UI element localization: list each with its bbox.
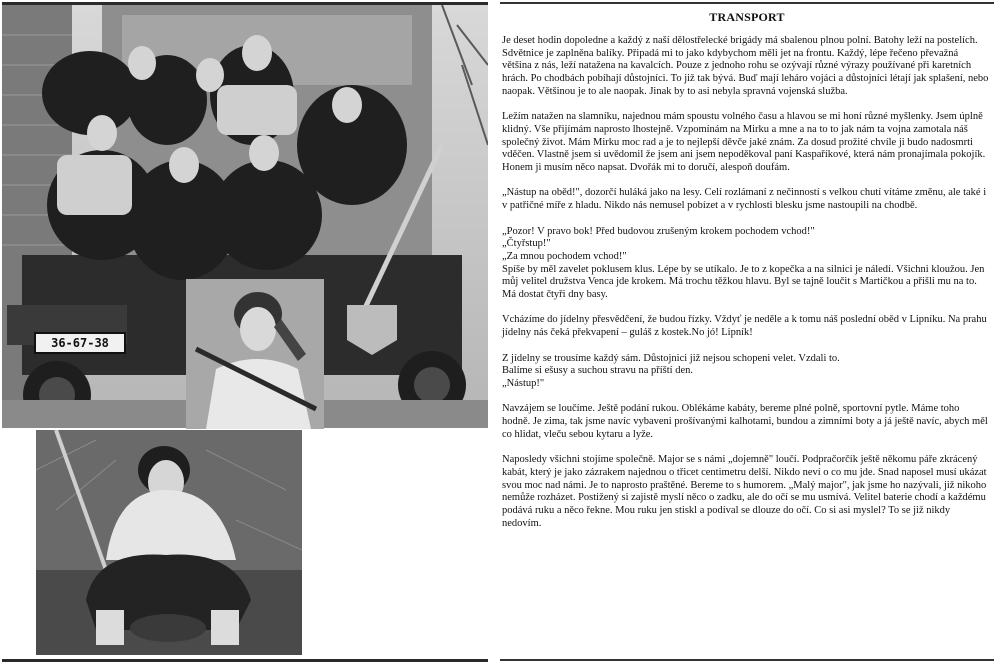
paragraph-1: Je deset hodin dopoledne a každý z naší dělostřelecké brigády má sbalenou plnou polní. Batohy leží na postelích. Sdvětnice je zaplněna balíky. Připadá mi to jako kdybychom měli jet na frontu. Každý, lépe řečeno převažná většina z nás, leží natažena na kavalcích. Pouze z jednoho rohu se ozývají různé výrazy používané při karetních hrách. Po chodbách pobíhají důstojníci. To již tak bývá. Buď mají leháro vojáci a důstojníci létají jak splašení, nebo naopak. Většinou je to ale naopak. Jinak by to asi nebyla spravná vojenská služba. [502, 35, 989, 97]
paragraph-8: Naposledy všichni stojíme společně. Major se s námi „dojemně" loučí. Podpračorčík ještě někomu páře zkrácený kabát, který je jako zázrakem najednou o třicet centimetru delší. Nikdo neví o co mu jde. Snad naposel musí ukázat svou moc nad námi. Je to naprosto praštěné. Bereme to s humorem. „Malý major", jak jsme ho nazývali, již nikoho nemůže rozházet. Postižený si zajistě myslí něco o zadku, ale do očí se mu usmívá. Velitel baterie chodí a každému podává ruku a něco řekne. Mou ruku jen stiskl a podíval se dlouze do očí. Co si asi myslel? To se již nikdy nedovím. [502, 454, 987, 529]
article-top-rule [500, 2, 994, 4]
inset-photo-soldier-with-pickaxe [186, 279, 324, 429]
paragraph-6: Z jídelny se trousíme každý sám. Důstojnici již nejsou schopeni velet. Vzdali to. Balíme si ešusy a suchou stravu na příští den. „Nástup!" [502, 352, 840, 389]
article-title: TRANSPORT [709, 10, 785, 24]
paragraph-4: „Pozor! V pravo bok! Před budovou zrušeným krokem pochodem vchod!" „Čtyřstup!" „Za mnou pochodem vchod!" Spíše by měl zavelet poklusem klus. Lépe by se utíkalo. Je to z kopečka a na silnici je náledí. Všichni kloužou. Jen můj velitel družstva Venca jde krokem. Má trochu těžkou hlavu. Byl se tajně loučit s Martičkou a přišli mu na to. Má dostat čtyři dny basy. [502, 225, 985, 301]
paragraph-5: Vcházíme do jídelny přesvědčení, že budou řízky. Vždyť je neděle a k tomu náš poslední oběd v Lipníku. Na prahu jídelny nás čeká překvapení – guláš z kostek.No jó! Lipník! [502, 314, 987, 339]
license-plate: 36-67-38 [34, 332, 126, 354]
photo-soldier-sitting-on-helmet [36, 430, 302, 655]
article-body [502, 35, 990, 543]
photo-column [0, 0, 488, 666]
paragraph-3: „Nástup na oběd!", dozorčí huláká jako na lesy. Celí rozlámaní z nečinností s velkou chutí vítáme změnu, ale také i v patřičné míře z hladu. Nikdo nás nemusel pobízet a v rychlosti blesku jsme nastoupili na chodbě. [502, 187, 987, 212]
article-bottom-rule [500, 659, 994, 661]
article [500, 0, 994, 666]
paragraph-2: Ležím natažen na slamníku, najednou mám spoustu volného času a hlavou se mi honí různé myšlenky. Jsem úplně klidný. Vše přijímám naprosto lhostejně. Vzpomínám na Mirku a mne a na to to jak nám ta vojna zamotala náš společný život. Mám Mirku moc rad a je to nejlepší děvče jaké znám. Za dosud prožité chvíle ji budo nadosmrti vděčen. Vlastně jsem si uvědomil že jsem ani jsem nepoděkoval paní Kaspaříkové, která nám pronajímala pokojík. Honem ji musím něco napsat. Dvořák mi to doručí, alespoň doufám. [502, 111, 986, 174]
paragraph-7: Navzájem se loučíme. Ještě podání rukou. Oblékáme kabáty, bereme plné polně, sportovní pytle. Máme toho hodně. Je zima, tak jsme navíc vybaveni prošívanými kalhotami, bundou a zimními boty a já ještě navíc, abych měl co hlidat, vleču sebou kytaru a lyže. [502, 403, 988, 440]
photo-bottom-rule [2, 659, 488, 662]
